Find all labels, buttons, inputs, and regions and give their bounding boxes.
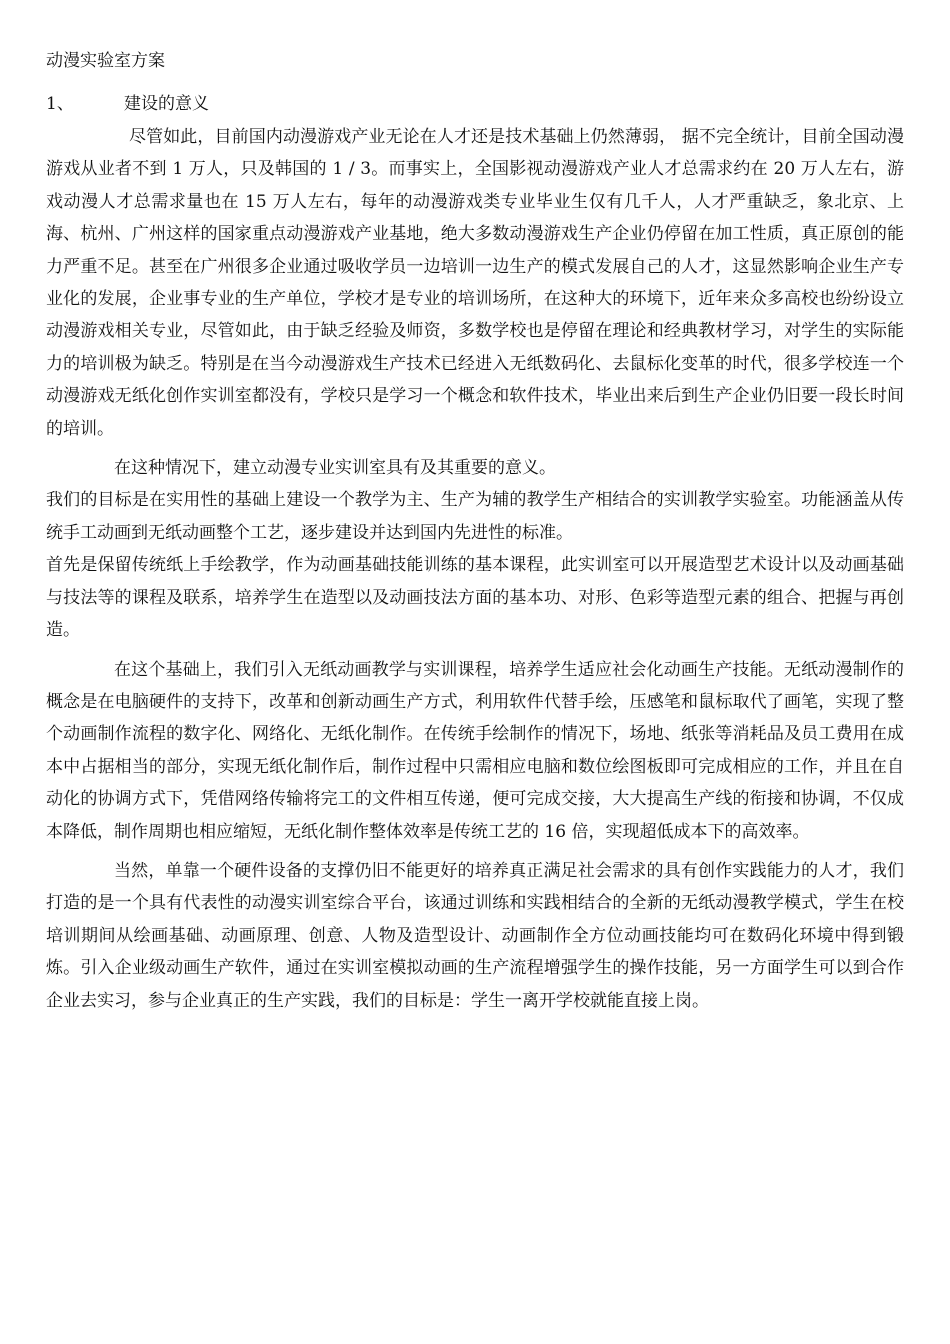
body-paragraph: 当然，单靠一个硬件设备的支撑仍旧不能更好的培养真正满足社会需求的具有创作实践能力的人才，我们打造的是一个具有代表性的动漫实训室综合平台，该通过训练和实践相结合的全新的无纸动漫教学模式，学生在校培训期间从绘画基础、动画原理、创意、人物及造型设计、动画制作全方位动画技能均可在数码化环境中得到锻炼。引入企业级动画生产软件，通过在实训室模拟动画的生产流程增强学生的操作技能，另一方面学生可以到合作企业去实习，参与企业真正的生产实践，我们的目标是：学生一离开学校就能直接上岗。 xyxy=(46,860,904,1011)
document-title: 动漫实验室方案 xyxy=(46,51,165,71)
section-number: 1、 xyxy=(46,94,74,114)
body-paragraph: 在这种情况下，建立动漫专业实训室具有及其重要的意义。 xyxy=(114,458,556,479)
body-paragraph: 首先是保留传统纸上手绘教学，作为动画基础技能训练的基本课程，此实训室可以开展造型艺术设计以及动画基础与技法等的课程及联系，培养学生在造型以及动画技法方面的基本功、对形、色彩等造型元素的组合、把握与再创造。 xyxy=(46,555,904,641)
body-paragraph: 我们的目标是在实用性的基础上建设一个教学为主、生产为辅的教学生产相结合的实训教学实验室。功能涵盖从传统手工动画到无纸动画整个工艺，逐步建设并达到国内先进性的标准。 xyxy=(46,490,904,543)
paragraph-spacer xyxy=(46,647,904,654)
body-paragraph: 在这个基础上，我们引入无纸动画教学与实训课程，培养学生适应社会化动画生产技能。无纸动漫制作的概念是在电脑硬件的支持下，改革和创新动画生产方式，利用软件代替手绘，压感笔和鼠标取代了画笔，实现了整个动画制作流程的数字化、网络化、无纸化制作。在传统手绘制作的情况下，场地、纸张等消耗品及员工费用在成本中占据相当的部分，实现无纸化制作后，制作过程中只需相应电脑和数位绘图板即可完成相应的工作，并且在自动化的协调方式下，凭借网络传输将完工的文件相互传递，便可完成交接，大大提高生产线的衔接和协调，不仅成本降低，制作周期也相应缩短，无纸化制作整体效率是传统工艺的 16 倍，实现超低成本下的高效率。 xyxy=(46,659,904,842)
section-heading xyxy=(46,90,209,118)
paragraph-spacer xyxy=(46,848,904,855)
paragraph-spacer xyxy=(46,445,904,452)
document-body xyxy=(46,121,904,1017)
body-paragraph: 尽管如此，目前国内动漫游戏产业无论在人才还是技术基础上仍然薄弱， 据不完全统计，目前全国动漫游戏从业者不到 1 万人，只及韩国的 1 / 3。而事实上，全国影视动漫游戏产业人才总需求约在 20 万人左右，游戏动漫人才总需求量也在 15 万人左右，每年的动漫游戏类专业毕业生仅有几千人，人才严重缺乏，象北京、上海、杭州、广州这样的国家重点动漫游戏产业基地，绝大多数动漫游戏生产企业仍停留在加工性质，真正原创的能力严重不足。甚至在广州很多企业通过吸收学员一边培训一边生产的模式发展自己的人才，这显然影响企业生产专业化的发展，企业事专业的生产单位，学校才是专业的培训场所，在这种大的环境下，近年来众多高校也纷纷设立动漫游戏相关专业，尽管如此，由于缺乏经验及师资，多数学校也是停留在理论和经典教材学习，对学生的实际能力的培训极为缺乏。特别是在当今动漫游戏生产技术已经进入无纸数码化、去鼠标化变革的时代，很多学校连一个动漫游戏无纸化创作实训室都没有，学校只是学习一个概念和软件技术，毕业出来后到生产企业仍旧要一段长时间的培训。 xyxy=(46,127,904,439)
section-heading-text: 建设的意义 xyxy=(124,94,209,114)
